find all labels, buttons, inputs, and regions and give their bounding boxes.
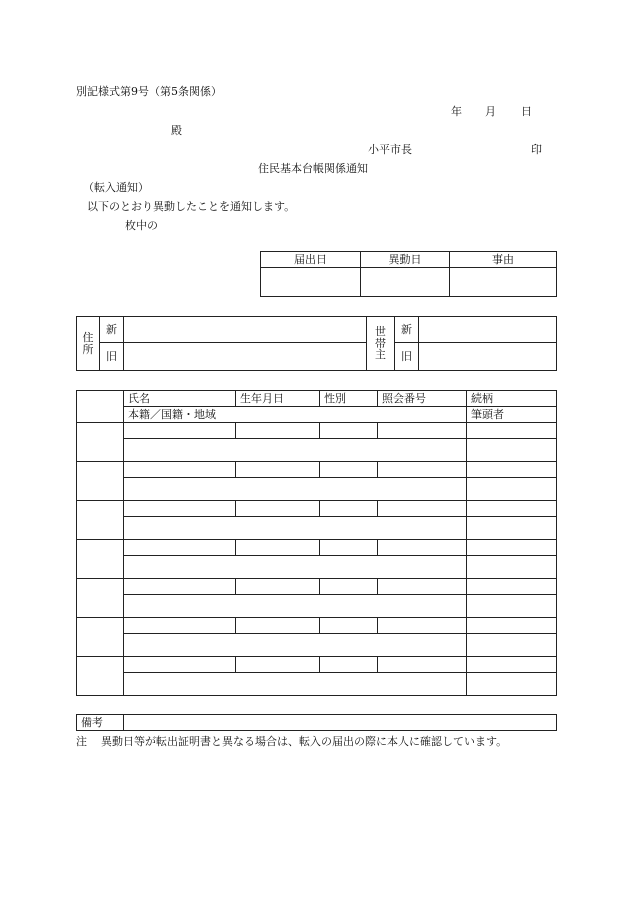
householder-old-label: 旧 (395, 343, 419, 371)
note-label: 注 (76, 735, 87, 748)
reason-cell[interactable] (450, 268, 557, 297)
person-entry-marker-cell[interactable] (77, 462, 124, 501)
person-entry-row (77, 517, 557, 540)
person-reference-number-cell[interactable] (378, 618, 467, 634)
document-title: 住民基本台帳関係通知 (258, 162, 368, 175)
person-family-head-cell[interactable] (467, 478, 557, 501)
move-date-header: 異動日 (361, 252, 450, 268)
person-name-cell[interactable] (124, 540, 236, 556)
relationship-header: 続柄 (467, 391, 557, 407)
person-name-cell[interactable] (124, 423, 236, 439)
reference-number-header: 照会番号 (378, 391, 467, 407)
person-birthdate-cell[interactable] (236, 423, 320, 439)
person-birthdate-cell[interactable] (236, 540, 320, 556)
person-domicile-cell[interactable] (124, 673, 467, 696)
person-entry-marker-cell[interactable] (77, 579, 124, 618)
person-entry-row (77, 673, 557, 696)
person-family-head-cell[interactable] (467, 634, 557, 657)
person-relationship-cell[interactable] (467, 657, 557, 673)
person-entry-marker-cell[interactable] (77, 501, 124, 540)
person-entry-row (77, 556, 557, 579)
person-entry-marker-cell[interactable] (77, 540, 124, 579)
sheet-count-text: 枚中の (125, 219, 158, 232)
person-domicile-cell[interactable] (124, 517, 467, 540)
reason-header: 事由 (450, 252, 557, 268)
domicile-header: 本籍／国籍・地域 (124, 407, 467, 423)
date-day-label: 日 (521, 105, 532, 118)
person-relationship-cell[interactable] (467, 540, 557, 556)
person-name-cell[interactable] (124, 501, 236, 517)
person-entry-row (77, 462, 557, 478)
person-entry-row (77, 501, 557, 517)
person-family-head-cell[interactable] (467, 556, 557, 579)
person-birthdate-cell[interactable] (236, 501, 320, 517)
person-birthdate-cell[interactable] (236, 579, 320, 595)
date-year-label: 年 (451, 105, 462, 118)
person-reference-number-cell[interactable] (378, 579, 467, 595)
person-gender-cell[interactable] (320, 579, 378, 595)
filing-date-cell[interactable] (261, 268, 361, 297)
person-gender-cell[interactable] (320, 501, 378, 517)
remarks-table (76, 714, 557, 731)
date-month-label: 月 (485, 105, 496, 118)
address-new-cell[interactable] (124, 317, 367, 343)
form-label: 別記様式第9号（第5条関係） (76, 85, 222, 98)
person-entry-marker-cell[interactable] (77, 423, 124, 462)
person-entry-row (77, 634, 557, 657)
name-header: 氏名 (124, 391, 236, 407)
address-old-label: 旧 (100, 343, 124, 371)
person-reference-number-cell[interactable] (378, 501, 467, 517)
person-name-cell[interactable] (124, 657, 236, 673)
householder-new-cell[interactable] (419, 317, 557, 343)
person-gender-cell[interactable] (320, 462, 378, 478)
person-relationship-cell[interactable] (467, 423, 557, 439)
person-gender-cell[interactable] (320, 540, 378, 556)
address-new-label: 新 (100, 317, 124, 343)
person-family-head-cell[interactable] (467, 673, 557, 696)
notice-type: （転入通知） (83, 181, 149, 194)
person-entry-row (77, 423, 557, 439)
person-reference-number-cell[interactable] (378, 462, 467, 478)
person-birthdate-cell[interactable] (236, 657, 320, 673)
householder-new-label: 新 (395, 317, 419, 343)
person-relationship-cell[interactable] (467, 618, 557, 634)
move-date-cell[interactable] (361, 268, 450, 297)
person-gender-cell[interactable] (320, 423, 378, 439)
person-entry-marker-cell[interactable] (77, 618, 124, 657)
householder-old-cell[interactable] (419, 343, 557, 371)
person-entry-marker-cell[interactable] (77, 657, 124, 696)
person-domicile-cell[interactable] (124, 478, 467, 501)
person-relationship-cell[interactable] (467, 579, 557, 595)
address-table (76, 316, 557, 371)
family-head-header: 筆頭者 (467, 407, 557, 423)
persons-corner-cell (77, 391, 124, 423)
person-gender-cell[interactable] (320, 618, 378, 634)
sender-name: 小平市長 (368, 143, 412, 156)
person-reference-number-cell[interactable] (378, 657, 467, 673)
person-name-cell[interactable] (124, 579, 236, 595)
person-gender-cell[interactable] (320, 657, 378, 673)
person-birthdate-cell[interactable] (236, 462, 320, 478)
person-relationship-cell[interactable] (467, 501, 557, 517)
person-entry-row (77, 540, 557, 556)
dates-table (260, 251, 557, 297)
person-domicile-cell[interactable] (124, 634, 467, 657)
note-text: 異動日等が転出証明書と異なる場合は、転入の届出の際に本人に確認しています。 (101, 735, 508, 748)
person-entry-row (77, 579, 557, 595)
remarks-label: 備考 (77, 715, 124, 731)
intro-text: 以下のとおり異動したことを通知します。 (87, 200, 296, 213)
person-entry-row (77, 595, 557, 618)
person-reference-number-cell[interactable] (378, 540, 467, 556)
addressee-suffix: 殿 (171, 124, 182, 137)
person-domicile-cell[interactable] (124, 439, 467, 462)
person-family-head-cell[interactable] (467, 595, 557, 618)
person-entry-row (77, 478, 557, 501)
remarks-cell[interactable] (124, 715, 557, 731)
address-old-cell[interactable] (124, 343, 367, 371)
filing-date-header: 届出日 (261, 252, 361, 268)
person-entry-row (77, 439, 557, 462)
gender-header: 性別 (320, 391, 378, 407)
person-domicile-cell[interactable] (124, 595, 467, 618)
person-name-cell[interactable] (124, 462, 236, 478)
address-label: 住 所 (77, 317, 100, 371)
persons-table (76, 390, 557, 696)
seal-mark: 印 (531, 143, 542, 156)
person-family-head-cell[interactable] (467, 517, 557, 540)
birthdate-header: 生年月日 (236, 391, 320, 407)
person-domicile-cell[interactable] (124, 556, 467, 579)
person-relationship-cell[interactable] (467, 462, 557, 478)
person-entry-row (77, 657, 557, 673)
person-family-head-cell[interactable] (467, 439, 557, 462)
person-entry-row (77, 618, 557, 634)
person-birthdate-cell[interactable] (236, 618, 320, 634)
householder-label: 世 帯 主 (367, 317, 395, 371)
person-reference-number-cell[interactable] (378, 423, 467, 439)
person-name-cell[interactable] (124, 618, 236, 634)
